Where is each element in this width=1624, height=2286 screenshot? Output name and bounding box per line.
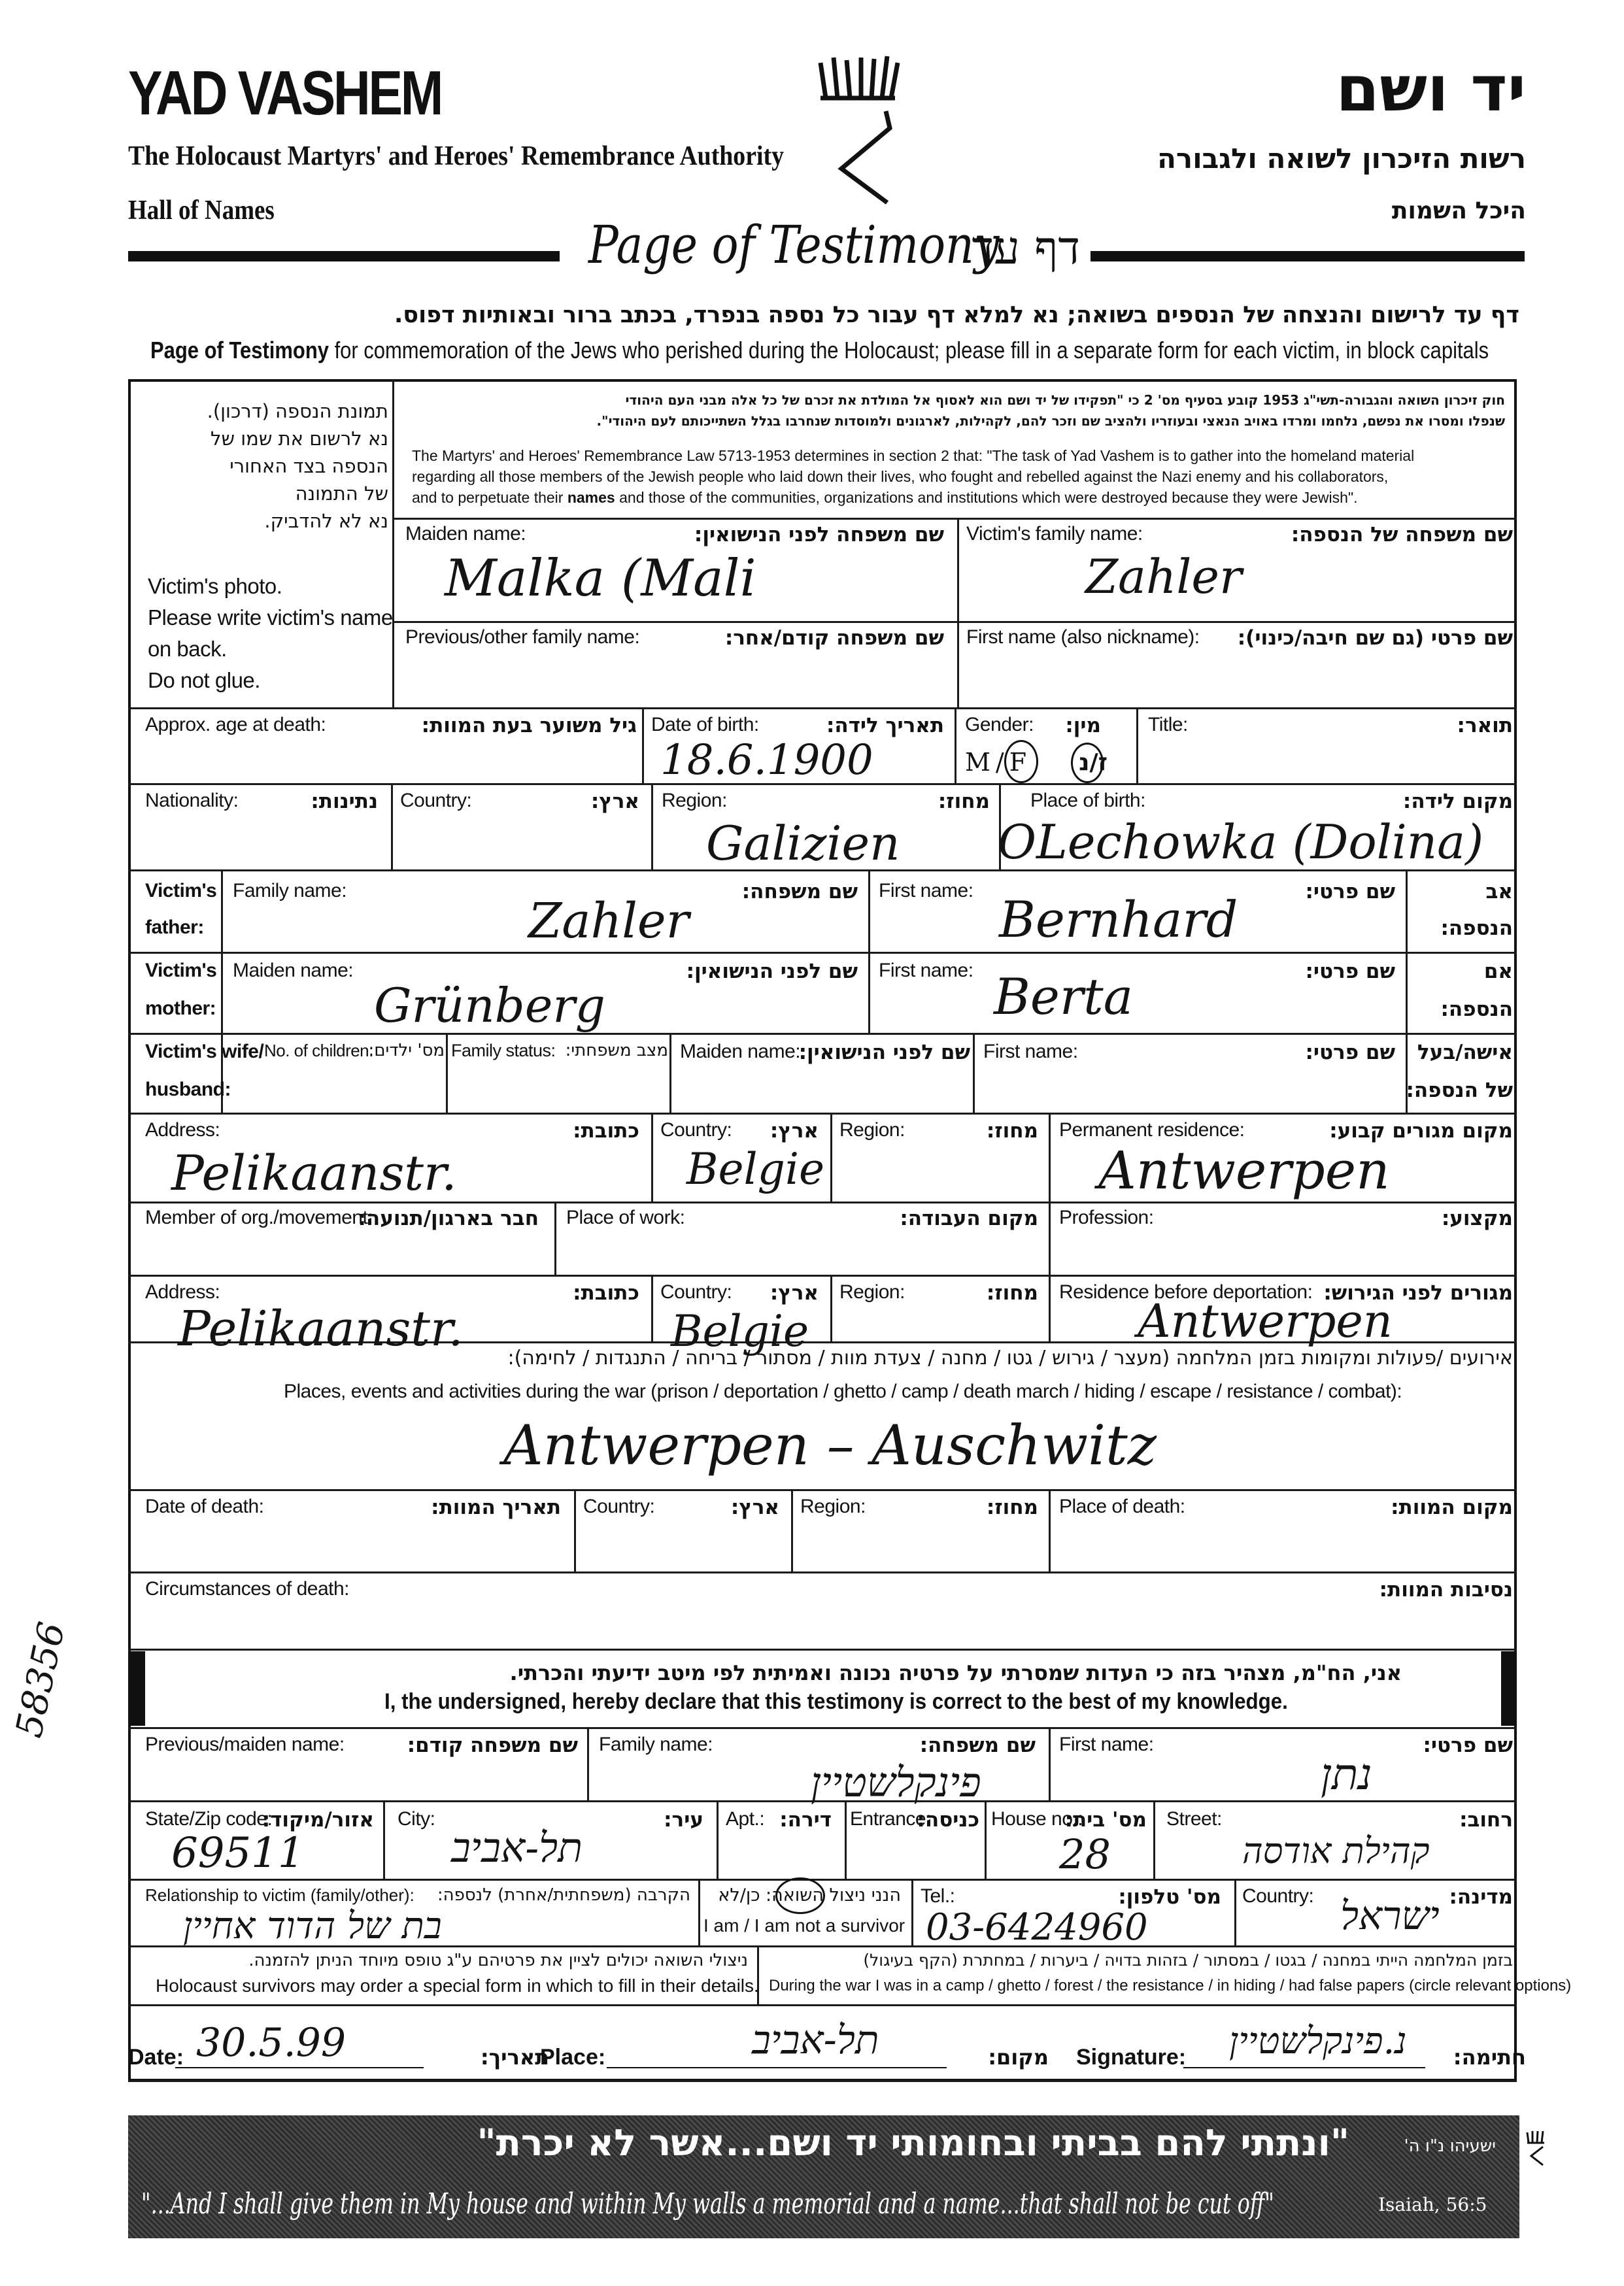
circ-label: Circumstances of death: bbox=[145, 1578, 349, 1600]
age-label: Approx. age at death: bbox=[145, 714, 326, 735]
note-he: ניצולי השואה יכולים לציין את פרטיהם ע"ג טופס מיוחד הניתן להזמנה. bbox=[248, 1951, 748, 1970]
org-name-en: YAD VASHEM bbox=[128, 58, 441, 128]
country-label-he-2: ארץ: bbox=[770, 1119, 819, 1143]
first-name-label: First name (also nickname): bbox=[966, 626, 1200, 648]
pod-label-he: מקום המוות: bbox=[1391, 1496, 1513, 1519]
signature-line bbox=[1183, 2067, 1425, 2068]
entrance-label: Entrance: bbox=[850, 1808, 931, 1830]
sub-prev-label-he: שם משפחה קודם: bbox=[407, 1734, 578, 1757]
house-value[interactable]: 28 bbox=[1059, 1830, 1111, 1878]
member-label-he: חבר בארגון/תנועה: bbox=[358, 1207, 539, 1230]
photo-instr-he-1: תמונת הנספה (דרכון). bbox=[207, 400, 388, 422]
house-label-he: מס' בית: bbox=[1064, 1808, 1147, 1832]
deport-label-he: מגורים לפני הגירוש: bbox=[1323, 1281, 1513, 1305]
region-label-he-2: מחוז: bbox=[986, 1119, 1038, 1143]
spouse-label-1: Victim's wife/ bbox=[145, 1041, 264, 1062]
region-label: Region: bbox=[662, 790, 727, 811]
mother-he-1: אם bbox=[1483, 960, 1513, 983]
member-label: Member of org./movement: bbox=[145, 1207, 373, 1228]
region-label-he: מחוז: bbox=[938, 790, 990, 813]
gender-n-circle bbox=[1071, 743, 1104, 783]
events-value[interactable]: Antwerpen – Auschwitz bbox=[503, 1413, 1157, 1477]
spouse-he-2: של הנספה: bbox=[1406, 1079, 1513, 1102]
perm-label-he: מקום מגורים קבוע: bbox=[1329, 1119, 1513, 1143]
apt-label-he: דירה: bbox=[779, 1808, 832, 1832]
father-first-value[interactable]: Bernhard bbox=[999, 890, 1238, 949]
family-name-value[interactable]: Zahler bbox=[1085, 549, 1242, 604]
title-label-he: תואר: bbox=[1457, 714, 1513, 737]
survivor-label-en: I am / I am not a survivor bbox=[703, 1915, 905, 1936]
first-name-label-he: שם פרטי (גם שם חיבה/כינוי): bbox=[1237, 626, 1513, 650]
authority-he: רשות הזיכרון לשואה ולגבורה bbox=[1157, 143, 1526, 175]
signature-label-he: חתימה: bbox=[1453, 2045, 1526, 2070]
country-value[interactable]: Belgie bbox=[686, 1144, 825, 1194]
sub-fam-label: Family name: bbox=[599, 1734, 713, 1755]
work-label: Place of work: bbox=[566, 1207, 685, 1228]
gender-label: Gender: bbox=[965, 714, 1034, 735]
photo-instr-he-2: נא לרשום את שמו של bbox=[210, 428, 388, 450]
dod-region-label-he: מחוז: bbox=[986, 1496, 1038, 1519]
rel-label: Relationship to victim (family/other): bbox=[145, 1885, 414, 1905]
mother-first-value[interactable]: Berta bbox=[994, 967, 1134, 1026]
hall-of-names-he: היכל השמות bbox=[1391, 197, 1526, 224]
hall-of-names-en: Hall of Names bbox=[128, 195, 275, 226]
sub-prev-label: Previous/maiden name: bbox=[145, 1734, 345, 1755]
birthplace-value[interactable]: OLechowka (Dolina) bbox=[998, 815, 1484, 869]
note-en: Holocaust survivors may order a special form in which to fill in their details. bbox=[156, 1975, 759, 1996]
region2-label-he: מחוז: bbox=[986, 1281, 1038, 1305]
country2-label: Country: bbox=[660, 1281, 732, 1303]
prev-name-label: Previous/other family name: bbox=[405, 626, 640, 648]
gender-options-he: ז/נ bbox=[1079, 749, 1108, 776]
status-label-he: מצב משפחתי: bbox=[565, 1041, 668, 1060]
dod-region-label: Region: bbox=[800, 1496, 866, 1517]
country3-label-he: מדינה: bbox=[1449, 1885, 1513, 1909]
address2-value[interactable]: Pelikaanstr. bbox=[178, 1301, 464, 1357]
mother-maiden-label: Maiden name: bbox=[233, 960, 354, 981]
country-label-he: ארץ: bbox=[590, 790, 639, 813]
footer-en: "...And I shall give them in My house and within My walls a memorial and a name...that shall not be cut off" bbox=[141, 2187, 1274, 2221]
photo-instr-en-1: Victim's photo. bbox=[148, 574, 282, 598]
date-value[interactable]: 30.5.99 bbox=[196, 2020, 347, 2066]
sub-first-label: First name: bbox=[1059, 1734, 1154, 1755]
perm-value[interactable]: Antwerpen bbox=[1098, 1140, 1390, 1201]
birthplace-label-he: מקום לידה: bbox=[1402, 790, 1513, 813]
signature-value[interactable]: נ.פינקלשטיין bbox=[1229, 2020, 1407, 2062]
spouse-maiden-label-he: שם לפני הנישואין: bbox=[798, 1041, 970, 1064]
gender-options[interactable]: M/F bbox=[965, 748, 1032, 777]
maiden-name-value[interactable]: Malka (Mali bbox=[445, 549, 756, 608]
events-label-he: אירועים /פעולות ומקומות בזמן המלחמה (מעצר / גירוש / גטו / מחנה / צעדת מוות / מסתור / בריחה / התנגדות / לחימה): bbox=[507, 1347, 1513, 1370]
survivor-label-he: הנני ניצול השואה: כן/לא bbox=[718, 1885, 901, 1906]
declaration-bar-left bbox=[131, 1651, 145, 1726]
footer-he-ref: ישעיהו נ"ו ה' bbox=[1404, 2136, 1496, 2156]
page-title-en: Page of Testimony bbox=[588, 214, 1000, 275]
street-label-he: רחוב: bbox=[1459, 1808, 1513, 1832]
mother-first-label-he: שם פרטי: bbox=[1305, 960, 1395, 983]
father-he-1: אב bbox=[1485, 880, 1513, 903]
law-en-1: The Martyrs' and Heroes' Remembrance Law 5713-1953 determines in section 2 that: "The task of Yad Vashem is to gather into the homeland material bbox=[412, 447, 1415, 464]
address2-label: Address: bbox=[145, 1281, 220, 1303]
signature-label: Signature: bbox=[1076, 2045, 1187, 2070]
tel-label: Tel.: bbox=[921, 1885, 955, 1907]
title-label: Title: bbox=[1148, 714, 1188, 735]
spouse-first-label-he: שם פרטי: bbox=[1305, 1041, 1395, 1064]
dod-label-he: תאריך המוות: bbox=[431, 1496, 561, 1519]
declaration-he: אני, הח"מ, מצהיר בזה כי העדות שמסרתי על פרטיה נכונה ואמיתית לפי מיטב ידיעתי והכרתי. bbox=[509, 1660, 1402, 1685]
photo-instr-en-3: on back. bbox=[148, 637, 227, 661]
place-line bbox=[607, 2067, 947, 2068]
region-value[interactable]: Galizien bbox=[706, 816, 900, 871]
zip-label-he: אזור/מיקוד: bbox=[262, 1808, 374, 1832]
country2-value[interactable]: Belgie bbox=[671, 1306, 809, 1356]
city-label: City: bbox=[398, 1808, 435, 1830]
sub-first-value[interactable]: נתן bbox=[1321, 1749, 1372, 1800]
date-label: Date: bbox=[128, 2045, 184, 2070]
address-label: Address: bbox=[145, 1119, 220, 1141]
dod-country-label: Country: bbox=[583, 1496, 655, 1517]
children-label: No. of children: bbox=[264, 1041, 373, 1060]
dod-country-label-he: ארץ: bbox=[730, 1496, 779, 1519]
mother-maiden-label-he: שם לפני הנישואין: bbox=[686, 960, 858, 983]
pod-label: Place of death: bbox=[1059, 1496, 1185, 1517]
intro-en bbox=[150, 337, 1489, 364]
gender-f-circle bbox=[1004, 740, 1038, 783]
entrance-label-he: כניסה: bbox=[917, 1808, 979, 1832]
photo-instr-he-3: הנספה בצד האחורי bbox=[229, 455, 388, 477]
profession-label-he: מקצוע: bbox=[1441, 1207, 1513, 1230]
address2-label-he: כתובת: bbox=[573, 1281, 639, 1305]
intro-he: דף עד לרישום והנצחה של הנספים בשואה; נא למלא דף עבור כל נספה בנפרד, בכתב ברור ובאותיות דפוס. bbox=[394, 302, 1519, 328]
father-family-label: Family name: bbox=[233, 880, 347, 901]
rel-label-he: הקרבה (משפחתית/אחרת) לנספה: bbox=[437, 1885, 690, 1905]
rel-value[interactable]: בת של הדוד אחיין bbox=[183, 1905, 442, 1947]
mother-label-1: Victim's bbox=[145, 960, 217, 981]
dob-label: Date of birth: bbox=[651, 714, 759, 735]
photo-instr-en-4: Do not glue. bbox=[148, 668, 260, 692]
side-id-number: 58356 bbox=[8, 1618, 74, 1741]
nationality-label: Nationality: bbox=[145, 790, 239, 811]
spouse-first-label: First name: bbox=[983, 1041, 1078, 1062]
photo-instr-he-4: של התמונה bbox=[295, 482, 388, 505]
nationality-label-he: נתינות: bbox=[311, 790, 378, 813]
country-label: Country: bbox=[400, 790, 472, 811]
mother-label-2: mother: bbox=[145, 998, 216, 1019]
deport-value[interactable]: Antwerpen bbox=[1138, 1294, 1393, 1348]
apt-label: Apt.: bbox=[726, 1808, 765, 1830]
footer-he: "ונתתי להם בביתי ובחומותי יד ושם...אשר לא יכרת" bbox=[477, 2122, 1349, 2164]
law-en-3 bbox=[412, 489, 1358, 507]
work-label-he: מקום העבודה: bbox=[900, 1207, 1038, 1230]
photo-instr-en-2: Please write victim's name bbox=[148, 605, 393, 630]
date-label-he: תאריך: bbox=[480, 2045, 549, 2070]
law-he-2: שנפלו ומסרו את נפשם, נלחמו ומרדו באויב הנאצי ובעוזריו ולהציב שם וזכר להם, לקהילות, לארגונים ולמוסדות שנחרבו בגלל השתייכותם לעם היהודי". bbox=[596, 413, 1505, 429]
authority-en: The Holocaust Martyrs' and Heroes' Remembrance Authority bbox=[128, 141, 784, 171]
zip-value[interactable]: 69511 bbox=[171, 1829, 305, 1877]
yad-vashem-logo-icon bbox=[814, 51, 905, 208]
title-rule-right bbox=[1091, 251, 1525, 261]
photo-instr-he-5: נא לא להדביק. bbox=[264, 510, 388, 532]
street-label: Street: bbox=[1166, 1808, 1222, 1830]
spouse-label-2: husband: bbox=[145, 1079, 231, 1100]
place-value[interactable]: תל-אביב bbox=[752, 2017, 879, 2063]
org-name-he: יד ושם bbox=[1336, 52, 1526, 126]
circ-label-he: נסיבות המוות: bbox=[1379, 1578, 1513, 1602]
place-label-he: מקום: bbox=[988, 2045, 1049, 2070]
small-logo-icon bbox=[1525, 2128, 1548, 2168]
date-line bbox=[175, 2067, 424, 2068]
street-value[interactable]: קהילת אודסה bbox=[1242, 1830, 1430, 1872]
war-en: During the war I was in a camp / ghetto / forest / the resistance / in hiding / had false papers (circle relevant options) bbox=[769, 1977, 1572, 1994]
sub-country-value[interactable]: ישראל bbox=[1340, 1893, 1440, 1939]
events-label-en: Places, events and activities during the war (prison / deportation / ghetto / camp / death march / hiding / escape / resistance / combat): bbox=[284, 1381, 1402, 1402]
mother-first-label: First name: bbox=[879, 960, 973, 981]
prev-name-label-he: שם משפחה קודם/אחר: bbox=[724, 626, 944, 650]
law-en-2: regarding all those members of the Jewish people who laid down their lives, who fought and rebelled against the Nazi enemy and his collaborators, bbox=[412, 468, 1389, 485]
page-title-he: דף עד bbox=[972, 221, 1080, 275]
perm-label: Permanent residence: bbox=[1059, 1119, 1245, 1141]
address-value[interactable]: Pelikaanstr. bbox=[171, 1145, 457, 1202]
city-value[interactable]: תל-אביב bbox=[451, 1824, 583, 1872]
father-label-1: Victim's bbox=[145, 880, 217, 901]
father-he-2: הנספה: bbox=[1440, 916, 1513, 940]
sub-first-label-he: שם פרטי: bbox=[1423, 1734, 1513, 1757]
title-rule-left bbox=[128, 251, 560, 261]
father-family-value[interactable]: Zahler bbox=[528, 893, 690, 949]
house-label: House no.: bbox=[991, 1808, 1083, 1830]
mother-he-2: הנספה: bbox=[1440, 998, 1513, 1021]
address-label-he: כתובת: bbox=[573, 1119, 639, 1143]
footer-en-ref: Isaiah, 56:5 bbox=[1378, 2194, 1487, 2215]
profession-label: Profession: bbox=[1059, 1207, 1154, 1228]
dob-label-he: תאריך לידה: bbox=[826, 714, 944, 737]
age-label-he: גיל משוער בעת המוות: bbox=[421, 714, 637, 737]
status-label: Family status: bbox=[451, 1041, 556, 1060]
country2-label-he: ארץ: bbox=[770, 1281, 819, 1305]
law-en-3a: and to perpetuate their bbox=[412, 489, 564, 506]
law-he-1: חוק זיכרון השואה והגבורה-תשי"ג 1953 קובע בסעיף מס' 2 כי "תפקידו של יד ושם הוא לאסוף אל המולדת את זכרם של כל אלה מבני העם היהודי bbox=[625, 392, 1505, 408]
mother-maiden-value[interactable]: Grünberg bbox=[374, 978, 605, 1033]
gender-label-he: מין: bbox=[1065, 714, 1101, 737]
children-label-he: מס' ילדים: bbox=[368, 1041, 445, 1060]
region2-label: Region: bbox=[839, 1281, 905, 1303]
father-first-label: First name: bbox=[879, 880, 973, 901]
family-name-label: Victim's family name: bbox=[966, 523, 1143, 545]
survivor-circle[interactable] bbox=[775, 1877, 825, 1914]
sub-fam-label-he: שם משפחה: bbox=[919, 1734, 1036, 1757]
declaration-en: I, the undersigned, hereby declare that this testimony is correct to the best of my knowledge. bbox=[384, 1689, 1288, 1714]
zip-label: State/Zip code: bbox=[145, 1808, 273, 1830]
birthplace-label: Place of birth: bbox=[1030, 790, 1145, 811]
spouse-he-1: אישה/בעל bbox=[1417, 1041, 1513, 1064]
law-en-3b: names bbox=[567, 489, 615, 506]
war-he: בזמן המלחמה הייתי במחנה / בגטו / במסתור / בזהות בדויה / ביערות / במחתרת (הקף בעיגול) bbox=[863, 1951, 1513, 1970]
maiden-name-label-he: שם משפחה לפני הנישואין: bbox=[694, 523, 944, 546]
declaration-bar-right bbox=[1501, 1651, 1515, 1726]
region-label-2: Region: bbox=[839, 1119, 905, 1141]
family-name-label-he: שם משפחה של הנספה: bbox=[1291, 523, 1513, 546]
dob-value[interactable]: 18.6.1900 bbox=[660, 736, 873, 784]
country3-label: Country: bbox=[1242, 1885, 1314, 1907]
law-en-3c: and those of the communities, organizations and institutions which were destroyed because they were Jewish". bbox=[619, 489, 1358, 506]
place-label: Place: bbox=[540, 2045, 606, 2070]
father-family-label-he: שם משפחה: bbox=[741, 880, 858, 903]
dod-label: Date of death: bbox=[145, 1496, 264, 1517]
father-label-2: father: bbox=[145, 916, 204, 938]
father-first-label-he: שם פרטי: bbox=[1305, 880, 1395, 903]
sub-fam-value[interactable]: פינקלשטיין bbox=[811, 1758, 981, 1806]
tel-label-he: מס' טלפון: bbox=[1118, 1885, 1221, 1909]
intro-en-bold: Page of Testimony bbox=[150, 337, 329, 363]
maiden-name-label: Maiden name: bbox=[405, 523, 526, 545]
spouse-maiden-label: Maiden name: bbox=[680, 1041, 801, 1062]
city-label-he: עיר: bbox=[664, 1808, 703, 1832]
country-label-2: Country: bbox=[660, 1119, 732, 1141]
intro-en-rest: for commemoration of the Jews who perished during the Holocaust; please fill in a separate form for each victim, in block capitals bbox=[334, 337, 1489, 363]
deport-label: Residence before deportation: bbox=[1059, 1281, 1313, 1303]
tel-value[interactable]: 03-6424960 bbox=[926, 1906, 1148, 1949]
